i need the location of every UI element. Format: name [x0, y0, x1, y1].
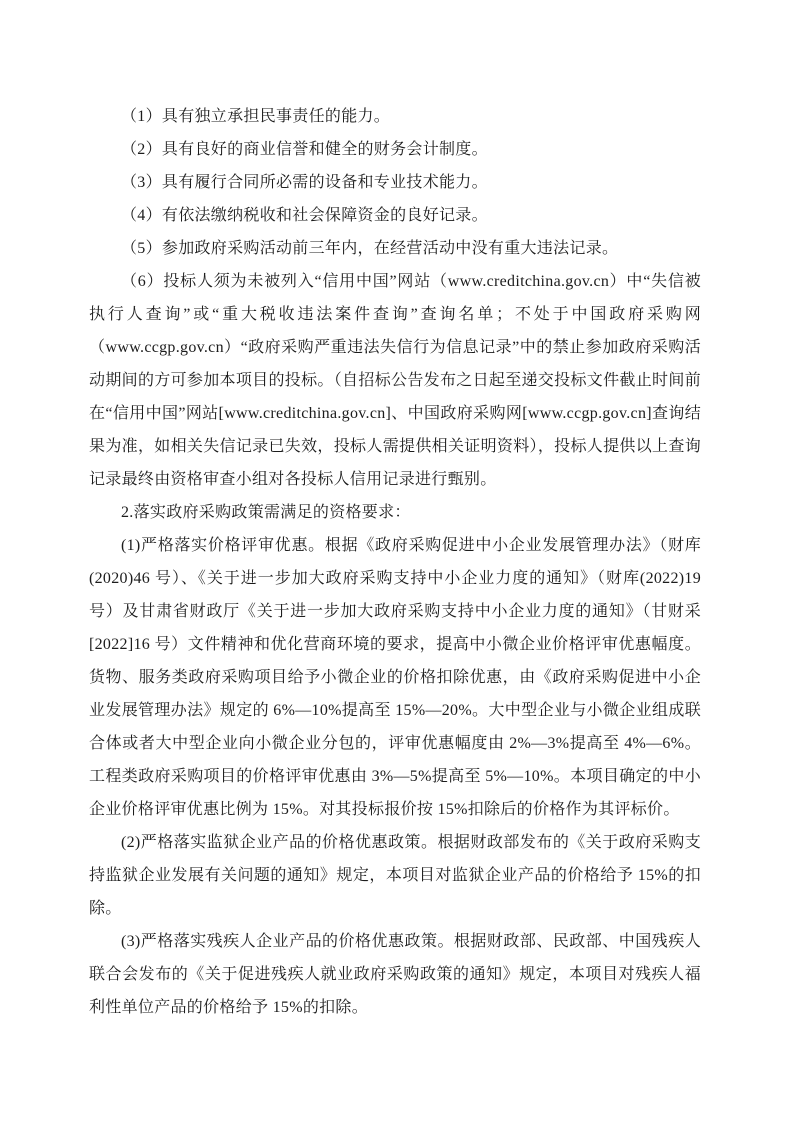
section-2-heading: 2.落实政府采购政策需满足的资格要求： — [121, 504, 411, 521]
policy-item-1: (1)严格落实价格评审优惠。根据《政府采购促进中小企业发展管理办法》（财库(2020)46 号）、《关于进一步加大政府采购支持中小企业力度的通知》（财库(2022)19 号）及甘肃省财政厅《关于进一步加大政府采购支持中小企业力度的通知》（甘财采[2022]16 号）文件精神和优化营商环境的要求，提高中小微企业价格评审优惠幅度。货物、服务类政府采购项目给予小微企业的价格扣除优惠，由《政府采购促进中小企业发展管理办法》规定的 6%—10%提高至 15%—20%。大中型企业与小微企业组成联合体或者大中型企业向小微企业分包的，评审优惠幅度由 2%—3%提高至 4%—6%。工程类政府采购项目的价格评审优惠由 3%—5%提高至 5%—10%。本项目确定的中小企业价格评审优惠比例为 15%。对其投标报价按 15%扣除后的价格作为其评标价。 — [89, 537, 701, 818]
policy-item-3: (3)严格落实残疾人企业产品的价格优惠政策。根据财政部、民政部、中国残疾人联合会发布的《关于促进残疾人就业政府采购政策的通知》规定，本项目对残疾人福利性单位产品的价格给予 15%的扣除。 — [89, 933, 701, 1016]
qualification-item-3: （3）具有履行合同所必需的设备和专业技术能力。 — [121, 174, 488, 191]
qualification-item-5: （5）参加政府采购活动前三年内，在经营活动中没有重大违法记录。 — [121, 240, 619, 257]
qualification-item-4: （4）有依法缴纳税收和社会保障资金的良好记录。 — [121, 207, 488, 224]
qualification-item-1: （1）具有独立承担民事责任的能力。 — [121, 108, 391, 125]
policy-item-2: (2)严格落实监狱企业产品的价格优惠政策。根据财政部发布的《关于政府采购支持监狱企业发展有关问题的通知》规定，本项目对监狱企业产品的价格给予 15%的扣除。 — [89, 834, 701, 917]
qualification-item-2: （2）具有良好的商业信誉和健全的财务会计制度。 — [121, 141, 488, 158]
qualification-item-6: （6）投标人须为未被列入“信用中国”网站（www.creditchina.gov.cn）中“失信被执行人查询”或“重大税收违法案件查询”查询名单；不处于中国政府采购网（www.ccgp.gov.cn）“政府采购严重违法失信行为信息记录”中的禁止参加政府采购活动期间的方可参加本项目的投标。（自招标公告发布之日起至递交投标文件截止时间前在“信用中国”网站[www.creditchina.gov.cn]、中国政府采购网[www.ccgp.gov.cn]查询结果为准，如相关失信记录已失效，投标人需提供相关证明资料），投标人提供以上查询记录最终由资格审查小组对各投标人信用记录进行甄别。 — [89, 273, 701, 488]
